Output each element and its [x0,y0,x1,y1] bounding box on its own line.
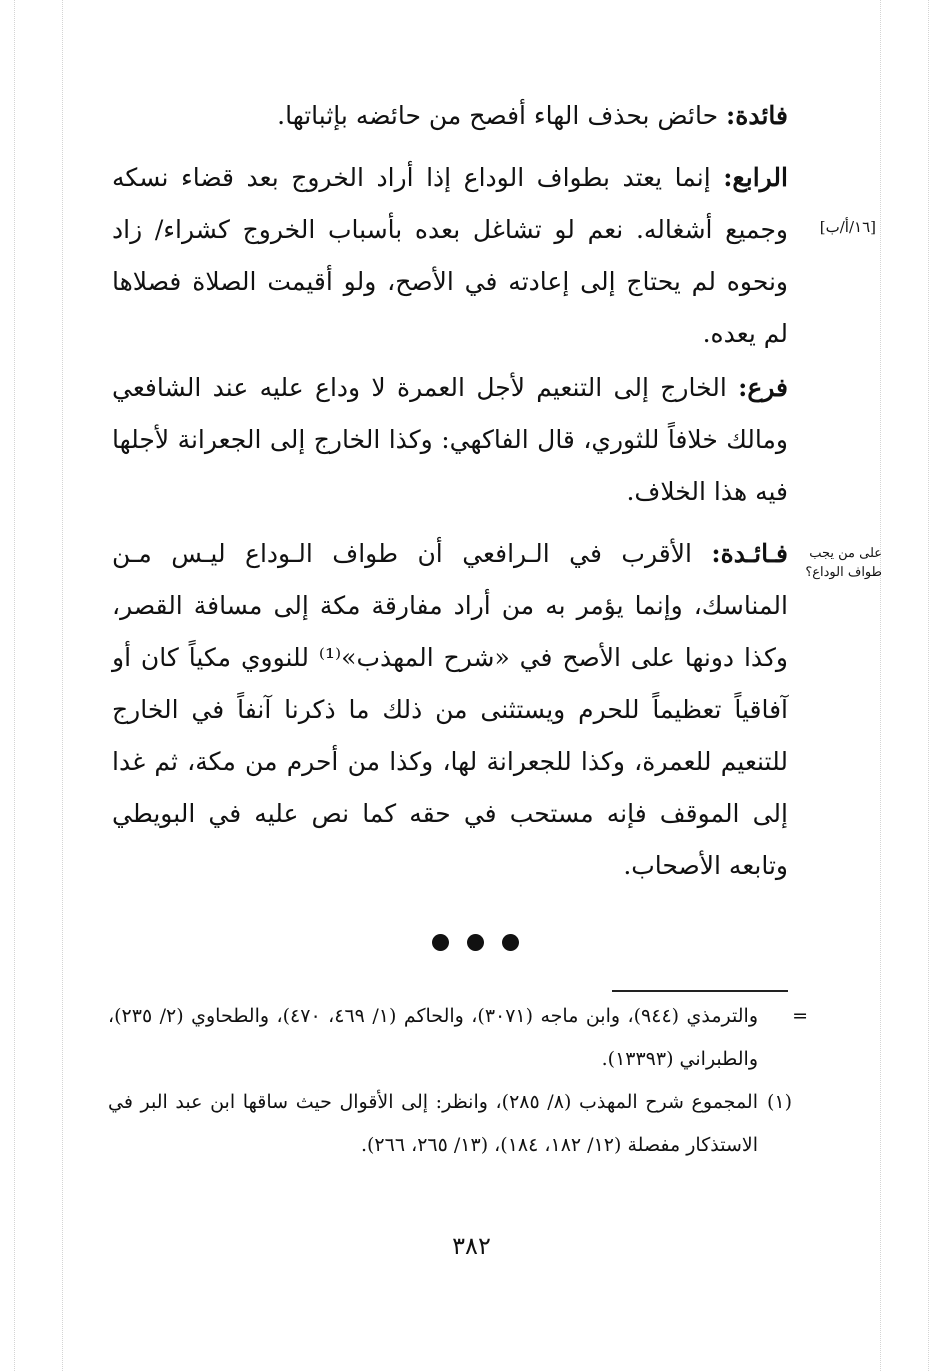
margin-guide-right-inner [880,0,881,1371]
divider-dot [467,934,484,951]
paragraph-lead: الرابع: [723,163,788,192]
paragraph-text: حائض بحذف الهاء أفصح من حائضه بإثباتها. [277,101,727,130]
footnote-text: المجموع شرح المهذب (٨/ ٢٨٥)، وانظر: إلى الأقوال حيث ساقها ابن عبد البر في الاستذكار مفصلة (١٢/ ١٨٢، ١٨٤)، (١٣/ ٢٦٥، ٢٦٦). [108,1091,758,1156]
paragraph-text: الأقرب في الـرافعي أن طواف الـوداع ليـس مـن المناسك، وإنما يؤمر به من أراد مفارقة مكة إلى مسافة القصر، وكذا دونها على الأصح في «شرح المهذب»⁽¹⁾ للنووي مكياً كان أو آفاقياً تعظيماً للحرم ويستثنى من ذلك ما ذكرنا آنفاً في الخارج للتنعيم للعمرة، وكذا للجعرانة لها، وكذا من أحرم من مكة، ثم غدا إلى الموقف فإنه مستحب في حقه كما نص عليه في البويطي وتابعه الأصحاب. [112,539,788,880]
paragraph-far [112,362,788,518]
divider-dot [432,934,449,951]
paragraph-faida-1 [112,90,788,142]
footnote-text: والترمذي (٩٤٤)، وابن ماجه (٣٠٧١)، والحاكم (١/ ٤٦٩، ٤٧٠)، والطحاوي (٢/ ٢٣٥)، والطبراني (١٣٣٩٣). [108,1005,759,1070]
topic-side-note: على من يجب طواف الوداع؟ [805,546,882,580]
footnote-marker: (١) [766,1091,792,1113]
section-divider [432,934,519,951]
folio-marker: [١٦/أ/ب] [819,218,876,236]
paragraph-text: إنما يعتد بطواف الوداع إذا أراد الخروج بعد قضاء نسكه وجميع أشغاله. نعم لو تشاغل بعده بأسباب الخروج كشراء/ زاد ونحوه لم يحتاج إلى إعادته في الأصح، ولو أقيمت الصلاة فصلاها لم يعده. [112,163,788,348]
paragraph-lead: فائدة: [726,101,788,130]
footnote-marker: = [792,1005,808,1027]
page-number: ٣٨٢ [452,1232,491,1260]
margin-guide-right [928,0,929,1371]
paragraph-rabi [112,152,788,360]
margin-guide-left [14,0,15,1371]
paragraph-lead: فـائـدة: [711,539,788,568]
paragraph-text: الخارج إلى التنعيم لأجل العمرة لا وداع عليه عند الشافعي ومالك خلافاً للثوري، قال الفاكهي: وكذا الخارج إلى الجعرانة لأجلها فيه هذا الخلاف. [112,373,788,506]
footnote-rule [612,990,788,992]
paragraph-lead: فرع: [738,373,788,402]
paragraph-faida-2 [112,528,788,892]
margin-guide-left-inner [62,0,63,1371]
divider-dot [502,934,519,951]
